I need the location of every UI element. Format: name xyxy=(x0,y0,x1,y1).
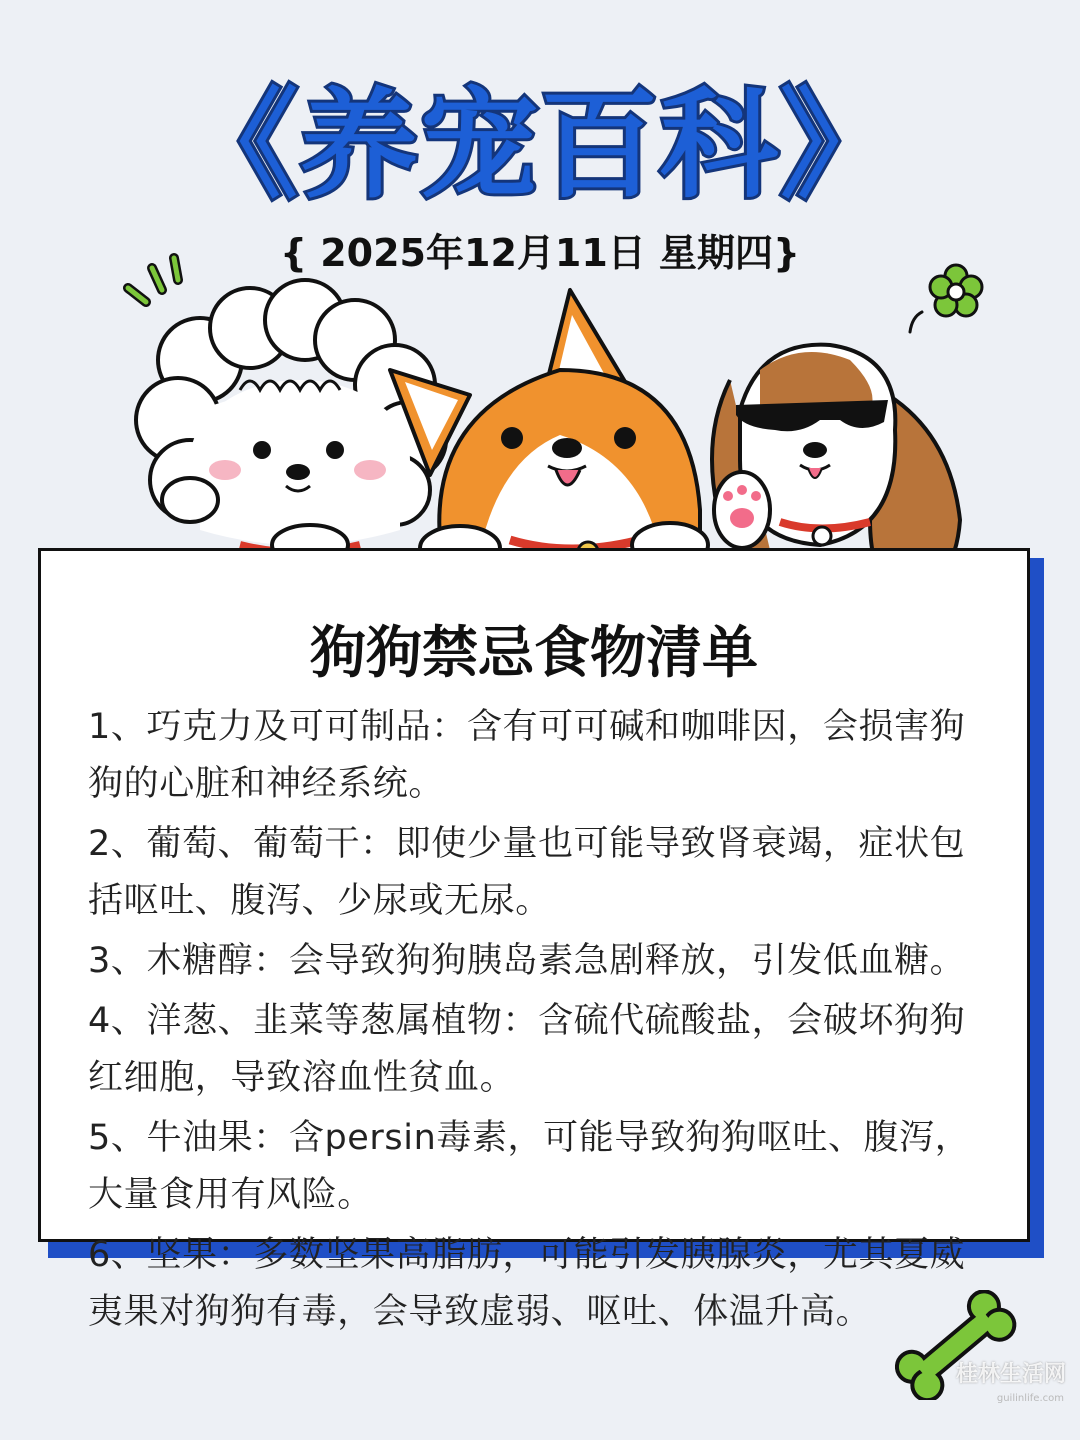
watermark-sub: guilinlife.com xyxy=(996,1393,1064,1404)
date-line: { 2025年12月11日 星期四} xyxy=(279,231,801,275)
list-item: 2、葡萄、葡萄干：即使少量也可能导致肾衰竭，症状包括呕吐、腹泻、少尿或无尿。 xyxy=(88,824,966,921)
corgi-illustration xyxy=(390,290,708,570)
watermark: 桂林生活网 xyxy=(955,1362,1066,1387)
content-card xyxy=(38,548,1030,1332)
list-item: 5、牛油果：含persin毒素，可能导致狗狗呕吐、腹泻，大量食用有风险。 xyxy=(88,1118,971,1215)
page-title: 《养宠百科》 xyxy=(179,76,900,214)
list-item: 6、坚果：多数坚果高脂肪，可能引发胰腺炎，尤其夏威夷果对狗狗有毒，会导致虚弱、呕吐、体温升高。 xyxy=(88,1235,966,1332)
card-title: 狗狗禁忌食物清单 xyxy=(310,621,758,686)
poodle-illustration xyxy=(136,280,446,565)
list-item: 4、洋葱、韭菜等葱属植物：含硫代硫酸盐，会破坏狗狗红细胞，导致溶血性贫血。 xyxy=(88,1001,966,1098)
list-item: 1、巧克力及可可制品：含有可可碱和咖啡因，会损害狗狗的心脏和神经系统。 xyxy=(88,707,966,804)
food-list xyxy=(88,699,998,1344)
list-item: 3、木糖醇：会导致狗狗胰岛素急剧释放，引发低血糖。 xyxy=(88,941,966,981)
